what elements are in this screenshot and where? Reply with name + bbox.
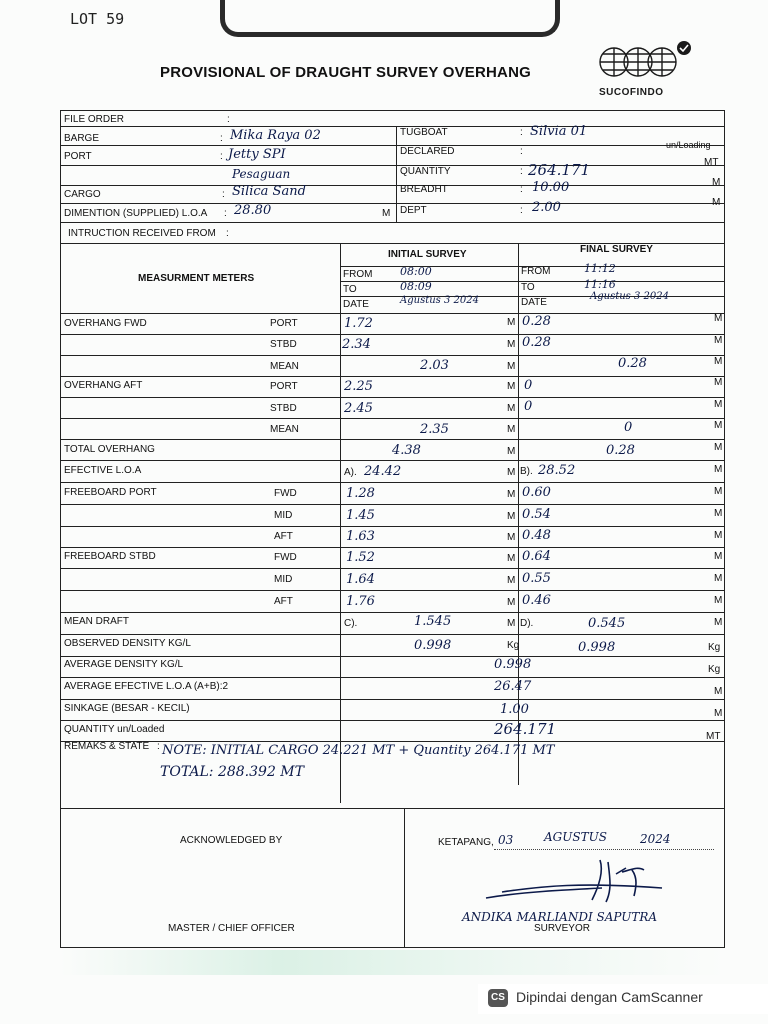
sinkage-value: 1.00 [500,702,529,717]
total-overhang-label: TOTAL OVERHANG [64,444,155,455]
average-density-label: AVERAGE DENSITY KG/L [64,659,184,670]
signature-month: AGUSTUS [544,830,607,844]
efective-loa-final: 28.52 [538,463,576,478]
efective-loa-initial: 24.42 [364,464,402,479]
breadht-unit: M [712,177,721,188]
dept-label: DEPT [400,205,427,216]
dimention-label: DIMENTION (SUPPLIED) L.O.A [64,208,208,219]
quantity-label: QUANTITY [400,166,451,177]
remarks-line-2: TOTAL: 288.392 MT [160,764,304,780]
total-overhang-initial: 4.38 [392,443,421,458]
efective-loa-label: EFECTIVE L.O.A [64,465,142,476]
observed-density-initial: 0.998 [414,638,452,653]
quantity-value: 264.171 [528,161,591,179]
average-loa-value: 26.47 [494,679,532,694]
sinkage-label: SINKAGE (BESAR - KECIL) [64,703,190,714]
aft-port-label: PORT [270,381,298,392]
tugboat-value: Silvia 01 [530,124,588,139]
dimention-unit: M [382,208,391,219]
quantity-unit: MT [704,157,719,168]
mean-draft-final: 0.545 [588,616,626,631]
clipboard-clip [220,0,560,37]
fbp-fwd-initial: 1.28 [346,486,375,501]
freeboard-port-label: FREEBOARD PORT [64,487,157,498]
remarks-label: REMAKS & STATE [64,741,150,752]
initial-from-label: FROM [343,269,373,280]
dept-unit: M [712,197,721,208]
camscanner-icon: CS [488,989,508,1007]
measurement-header: MEASURMENT METERS [138,273,255,284]
total-overhang-final: 0.28 [606,443,635,458]
logo-text: SUCOFINDO [599,87,664,98]
fbp-fwd-final: 0.60 [522,485,551,500]
mean-draft-initial: 1.545 [414,614,452,629]
fbs-mid-initial: 1.64 [346,572,375,587]
acknowledged-label: ACKNOWLEDGED BY [180,835,283,846]
fwd-port-label: PORT [270,318,298,329]
final-from-label: FROM [521,266,551,277]
fwd-stbd-initial: 2.34 [342,337,371,352]
declared-unit: un/Loading [666,140,711,150]
quantity-loaded-label: QUANTITY un/Loaded [64,724,165,735]
dimention-value: 28.80 [234,203,272,218]
fbp-aft-final: 0.48 [522,528,551,543]
aft-stbd-initial: 2.45 [344,401,373,416]
cargo-value: Silica Sand [232,184,306,199]
initial-from-value: 08:00 [400,265,432,278]
file-order-label: FILE ORDER [64,114,125,125]
initial-to-label: TO [343,284,357,295]
barge-value: Mika Raya 02 [230,128,321,143]
signature-year: 2024 [640,832,671,846]
port-value-1: Jetty SPI [228,147,286,162]
fwd-mean-initial: 2.03 [420,358,449,373]
final-survey-header: FINAL SURVEY [580,244,653,255]
camscanner-text: Dipindai dengan CamScanner [516,989,703,1005]
fwd-stbd-label: STBD [270,339,297,350]
observed-density-label: OBSERVED DENSITY KG/L [64,638,191,649]
lot-number: LOT 59 [70,10,125,28]
instruction-label: INTRUCTION RECEIVED FROM [68,228,216,239]
port-label: PORT [64,151,92,162]
fwd-port-initial: 1.72 [344,316,373,331]
surveyor-name: ANDIKA MARLIANDI SAPUTRA [462,910,658,924]
initial-to-value: 08:09 [400,280,432,293]
signature-scribble [482,852,682,908]
aft-stbd-label: STBD [270,403,297,414]
signature-day: 03 [498,833,514,847]
aft-mean-label: MEAN [270,424,299,435]
document-page: LOT 59 PROVISIONAL OF DRAUGHT SURVEY OVERHANG SUCOFINDO FILE ORDER : BARGE : Mika Raya 02 PORT : Jetty SPI Pesaguan CARGO : Silica Sand DIMENTION (SUPPLIED) L.O.A : 28.80 M TUGBOAT : Silvia 01 DECLARED : un/Loading QUANTITY : 264.171 MT BREADHT : 10.00 M DEPT : 2.00 M INTRUCTION RECEIVED FROM : MEASURMENT METERS INITIAL SURVEY FINAL SURVEY FROM 08:00 TO 08:09 DATE Agustus 3 2024 FROM 11:12 TO 11:16 DATE Agustus 3 2024 OVERHANG FWD PORT 1.72 M 0.28 M STBD 2.34 M 0.28 M MEAN 2.03 M 0.28 M OVERHANG AFT PORT 2.25 M 0 M STBD 2.45 M 0 M MEAN 2.35 M 0 M TOTAL OVERHANG 4.38 M 0.28 M EFECTIVE L.O.A A). 24.42 M B). 28.52 M FREEBOARD PORT FWD 1.28 M 0.60 M MID 1.45 M 0.54 M AFT 1.63 M 0.48 M FREEBOARD STBD FWD 1.52 M 0.64 M MID 1.64 M 0.55 M AFT 1.76 M 0.46 M MEAN DRAFT C). 1.545 M D). 0.545 M OBSERVED DENSITY KG/L 0.998 Kg 0.998 Kg AVERAGE DENSITY KG/L 0.998 Kg AVERAGE EFECTIVE L.O.A (A+B):2 26.47 M SINKAGE (BESAR - KECIL) 1.00 M QUANTITY un/Loaded 264.171 MT REMAKS & STATE : NOTE: INITIAL CARGO 24.221 MT + Quantity 264.171 MT TOTAL: 288.392 MT ACKNOWLEDGED BY MASTER / CHIEF OFFICER KETAPANG, 03 AGUSTUS 2024 ANDIKA MARLIANDI SAPUTRA SURVEYOR [0,0,768,1024]
fbs-aft-initial: 1.76 [346,594,375,609]
breadht-value: 10.00 [532,180,570,195]
aft-stbd-final: 0 [524,399,533,414]
freeboard-stbd-label: FREEBOARD STBD [64,551,156,562]
aft-port-initial: 2.25 [344,379,373,394]
ketapang-label: KETAPANG, [438,837,494,848]
aft-mean-initial: 2.35 [420,422,449,437]
barge-label: BARGE [64,133,100,144]
remarks-line-1: NOTE: INITIAL CARGO 24.221 MT + Quantity 264.171 MT [162,743,555,758]
fwd-stbd-final: 0.28 [522,335,551,350]
master-label: MASTER / CHIEF OFFICER [168,923,295,934]
port-value-2: Pesaguan [232,167,291,181]
initial-date-label: DATE [343,299,369,310]
final-to-label: TO [521,282,535,293]
surveyor-label: SURVEYOR [534,923,590,934]
final-to-value: 11:16 [584,278,616,291]
fwd-port-final: 0.28 [522,314,551,329]
scan-artifact [60,950,725,975]
aft-mean-final: 0 [624,420,633,435]
tugboat-label: TUGBOAT [400,127,448,138]
final-date-value: Agustus 3 2024 [590,291,669,302]
average-density-value: 0.998 [494,657,532,672]
fbs-aft-final: 0.46 [522,593,551,608]
fbp-mid-final: 0.54 [522,507,551,522]
aft-port-final: 0 [524,378,533,393]
fbp-mid-initial: 1.45 [346,508,375,523]
overhang-fwd-label: OVERHANG FWD [64,318,147,329]
fwd-mean-final: 0.28 [618,356,647,371]
initial-survey-header: INITIAL SURVEY [388,249,467,260]
declared-label: DECLARED [400,146,455,157]
fwd-mean-label: MEAN [270,361,299,372]
average-loa-label: AVERAGE EFECTIVE L.O.A (A+B):2 [64,681,229,692]
overhang-aft-label: OVERHANG AFT [64,380,143,391]
final-from-value: 11:12 [584,262,616,275]
mean-draft-label: MEAN DRAFT [64,616,129,627]
initial-date-value: Agustus 3 2024 [400,295,479,306]
fbs-mid-final: 0.55 [522,571,551,586]
breadht-label: BREADHT [400,184,448,195]
document-title: PROVISIONAL OF DRAUGHT SURVEY OVERHANG [160,64,531,81]
fbs-fwd-initial: 1.52 [346,550,375,565]
fbs-fwd-final: 0.64 [522,549,551,564]
fbp-aft-initial: 1.63 [346,529,375,544]
final-date-label: DATE [521,297,547,308]
cargo-label: CARGO [64,189,101,200]
dept-value: 2.00 [532,200,561,215]
observed-density-final: 0.998 [578,640,616,655]
quantity-loaded-value: 264.171 [494,720,557,738]
